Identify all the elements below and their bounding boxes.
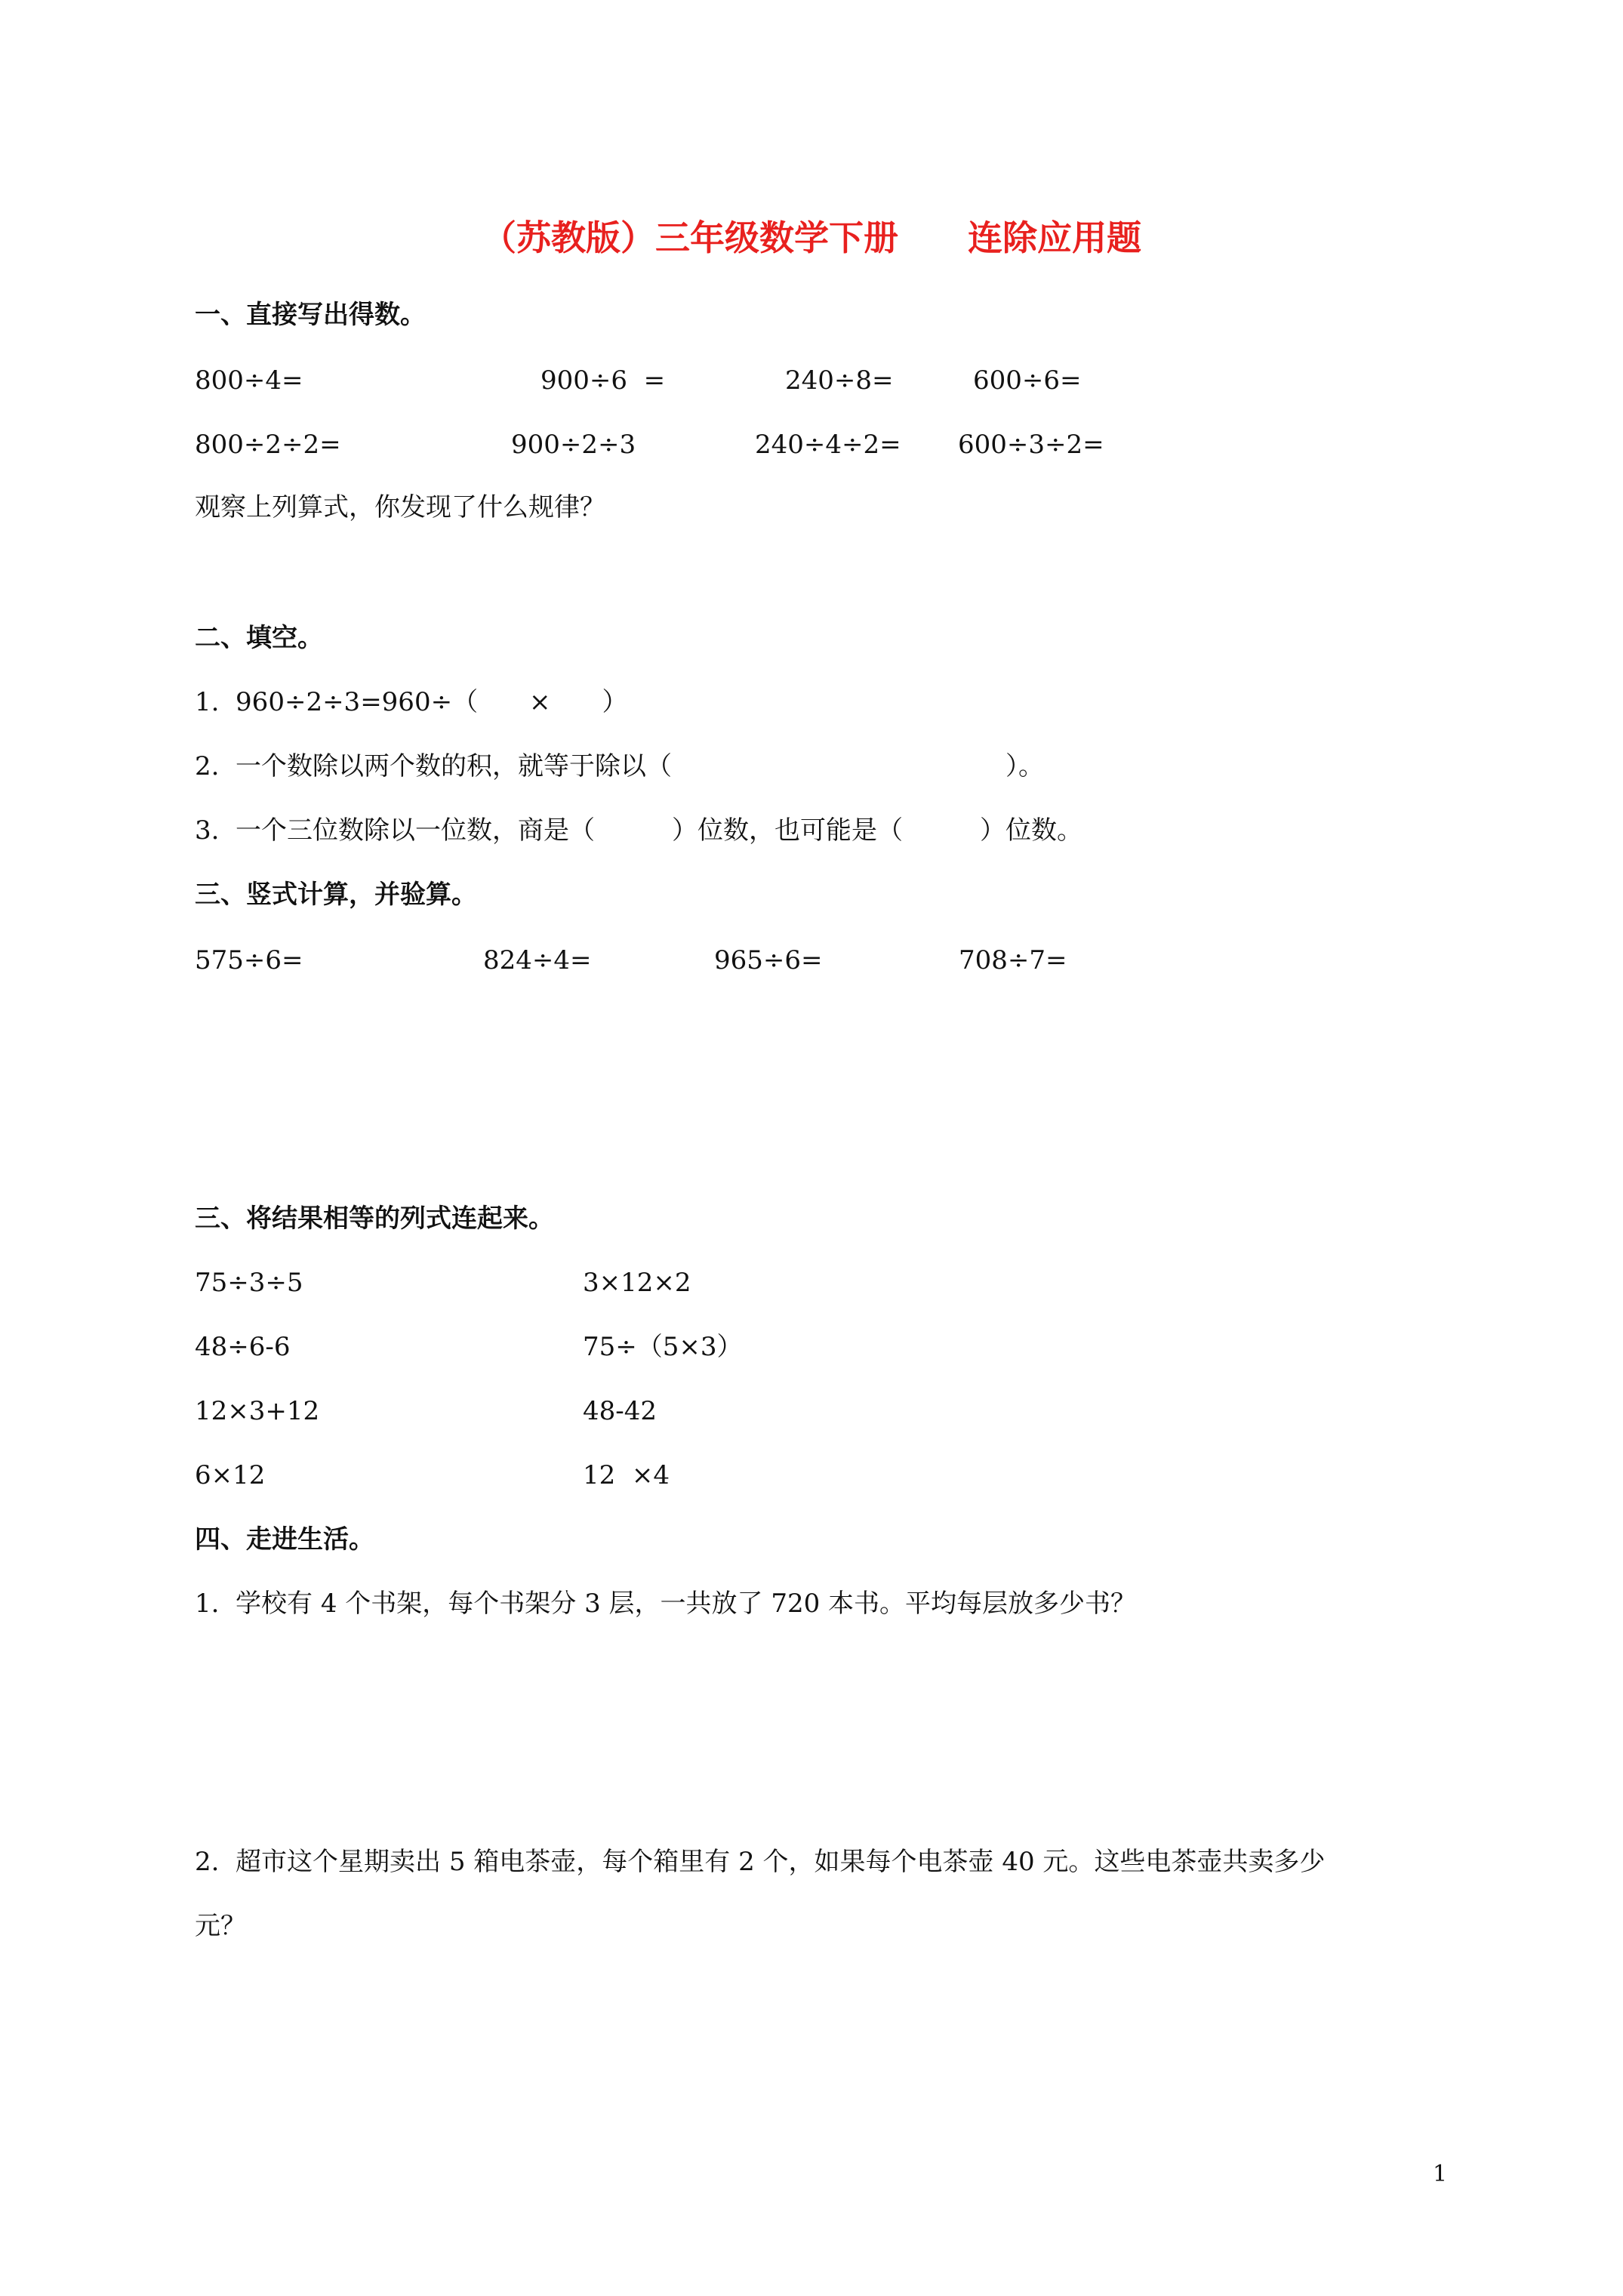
- match-left-item: 75÷3÷5: [195, 1268, 303, 1298]
- observation-question: 观察上列算式，你发现了什么规律？: [195, 492, 605, 522]
- section-5-heading: 四、走进生活。: [195, 1524, 374, 1555]
- section-1-heading: 一、直接写出得数。: [195, 300, 426, 330]
- section-3-heading: 三、竖式计算，并验算。: [195, 880, 477, 910]
- vertical-calc-item: 708÷7=: [959, 945, 1067, 975]
- oral-calc-item: 240÷8=: [785, 365, 894, 396]
- match-right-item: 12 ×4: [583, 1460, 670, 1490]
- oral-calc-item: 800÷2÷2=: [195, 430, 341, 460]
- vertical-calc-item: 965÷6=: [714, 945, 823, 975]
- oral-calc-item: 900÷6 =: [540, 365, 666, 396]
- section-2-heading: 二、填空。: [195, 623, 323, 653]
- oral-calc-item: 240÷4÷2=: [755, 430, 901, 460]
- fill-blank-1: 1. 960÷2÷3=960÷（ × ）: [195, 687, 628, 717]
- word-problem-2: 2. 超市这个星期卖出 5 箱电茶壶，每个箱里有 2 个，如果每个电茶壶 40 元。这些电茶壶共卖多少: [195, 1847, 1326, 1877]
- oral-calc-item: 600÷3÷2=: [958, 430, 1104, 460]
- match-left-item: 12×3+12: [195, 1396, 320, 1426]
- match-right-item: 48-42: [583, 1396, 658, 1426]
- word-problem-1: 1. 学校有 4 个书架，每个书架分 3 层，一共放了 720 本书。平均每层放多少书？: [195, 1589, 1137, 1619]
- vertical-calc-item: 824÷4=: [483, 945, 592, 975]
- match-right-item: 75÷（5×3）: [583, 1332, 743, 1362]
- page-number: 1: [1433, 2161, 1448, 2187]
- section-4-heading: 三、将结果相等的列式连起来。: [195, 1203, 554, 1234]
- match-left-item: 48÷6-6: [195, 1332, 291, 1362]
- match-right-item: 3×12×2: [583, 1268, 691, 1298]
- oral-calc-item: 800÷4=: [195, 365, 303, 396]
- document-title: （苏教版）三年级数学下册 连除应用题: [482, 217, 1141, 258]
- word-problem-2-cont: 元？: [195, 1911, 246, 1941]
- fill-blank-3: 3. 一个三位数除以一位数，商是（ ）位数，也可能是（ ）位数。: [195, 815, 1083, 846]
- oral-calc-item: 900÷2÷3: [511, 430, 636, 460]
- oral-calc-item: 600÷6=: [973, 365, 1082, 396]
- vertical-calc-item: 575÷6=: [195, 945, 303, 975]
- match-left-item: 6×12: [195, 1460, 266, 1490]
- fill-blank-2: 2. 一个数除以两个数的积，就等于除以（ ）。: [195, 751, 1045, 781]
